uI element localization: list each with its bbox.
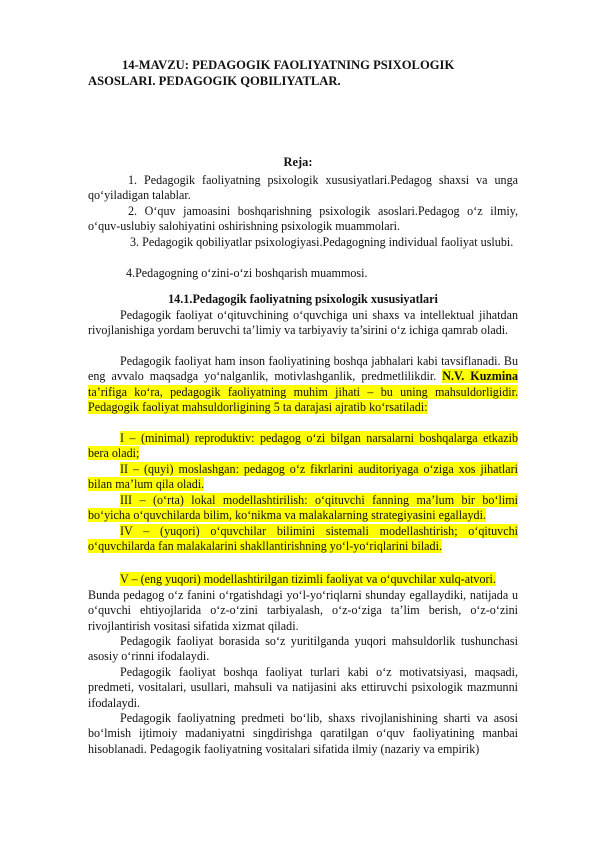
paragraph-kuzmina [88, 354, 518, 416]
paragraph-subject: Pedagogik faoliyatning predmeti bo‘lib, shaxs rivojlanishining sharti va asosi bo‘lmish ijtimoiy madaniyatni singdirishga qaratilgan o‘quv faoliyatining manbai hisoblanadi. Pedagogik faoliyatning vositalari sifatida ilmiy (nazariy va empirik) [88, 711, 518, 756]
level-4-text: IV – (yuqori) o‘quvchilar bilimini sistemali modellashtirish; o‘qituvchi o‘quvchilarda fan malakalarini shakllantirishning yo‘l-yo‘riqlarini biladi. [88, 524, 518, 554]
plan-item-4: 4.Pedagogning o‘zini-o‘zi boshqarish muammosi. [126, 266, 368, 280]
level-5-text: V – (eng yuqori) modellashtirilgan tizimli faoliyat va o‘quvchilar xulq-atvori. [120, 572, 496, 586]
topic-title-line-1: 14-MAVZU: PEDAGOGIK FAOLIYATNING PSIXOLOGIK [122, 58, 455, 72]
topic-title-line-2: ASOSLARI. PEDAGOGIK QOBILIYATLAR. [88, 73, 341, 88]
level-5 [88, 572, 518, 587]
level-2 [88, 462, 518, 493]
paragraph-intro: Pedagogik faoliyat o‘qituvchining o‘quvchiga uni shaxs va intellektual jihatdan rivojlanishiga yordam beruvchi ta’limiy va tarbiyaviy ta’sirini o‘z ichiga qamrab oladi. [88, 308, 518, 338]
section-heading: 14.1.Pedagogik faoliyatning psixologik xususiyatlari [168, 292, 438, 306]
paragraph-content: Pedagogik faoliyat boshqa faoliyat turlari kabi o‘z motivatsiyasi, maqsadi, predmeti, vositalari, usullari, mahsuli va natijasini aks ettiruvchi psixologik mazmunni ifodalaydi. [88, 665, 518, 710]
plan-heading: Reja: [283, 155, 313, 169]
plan-item-2: 2. O‘quv jamoasini boshqarishning psixologik asoslari.Pedagog o‘z ilmiy, o‘quv-uslubiy salohiyatini oshirishning psixologik muammolari. [88, 204, 518, 234]
plan-item-1: 1. Pedagogik faoliyatning psixologik xususiyatlari.Pedagog shaxsi va unga qo‘yiladigan talablar. [88, 173, 518, 203]
level-2-text: II – (quyi) moslashgan: pedagog o‘z fikrlarini auditoriyaga o‘ziga xos jihatlari bilan ma’lum qila oladi. [88, 462, 518, 492]
level-3 [88, 493, 518, 524]
paragraph-result: Bunda pedagog o‘z fanini o‘rgatishdagi yo‘l-yo‘riqlarni shunday egallaydiki, natijada u o‘quvchi ehtiyojlarida o‘z-o‘zini tarbiyalash, o‘z-o‘ziga ta’lim berish, o‘z-o‘zini rivojlantirish vositasi sifatida xizmat qiladi. [88, 588, 518, 633]
paragraph-kuzmina-definition: ta’rifiga ko‘ra, pedagogik faoliyatning muhim jihati – bu uning mahsuldorligidir. Pedagogik faoliyat mahsuldorligining 5 ta darajasi ajratib ko‘rsatiladi: [88, 384, 518, 415]
paragraph-productivity: Pedagogik faoliyat borasida so‘z yuritilganda yuqori mahsuldorlik tushunchasi asosiy o‘rinni ifodalaydi. [88, 634, 518, 664]
level-3-text: III – (o‘rta) lokal modellashtirilish: o‘qituvchi fanning ma’lum bir bo‘limi bo‘yicha o‘quvchilarda bilim, ko‘nikma va malakalarning strategiyasini egallaydi. [88, 493, 518, 523]
plan-item-3: 3. Pedagogik qobiliyatlar psixologiyasi.Pedagogning individual faoliyat uslubi. [130, 235, 514, 249]
paragraph-kuzmina-text: Pedagogik faoliyat ham inson faoliyatining boshqa jabhalari kabi tavsiflanadi. Bu eng avvalo maqsadga yo‘nalganlik, motivlashganlik, predmetlilikdir. [88, 354, 518, 384]
level-1-text: I – (minimal) reproduktiv: pedagog o‘zi bilgan narsalarni boshqalarga etkazib bera oladi; [88, 431, 518, 461]
topic-title [88, 58, 518, 89]
level-1 [88, 431, 518, 462]
level-4 [88, 524, 518, 555]
author-name: N.V. Kuzmina [442, 369, 518, 384]
